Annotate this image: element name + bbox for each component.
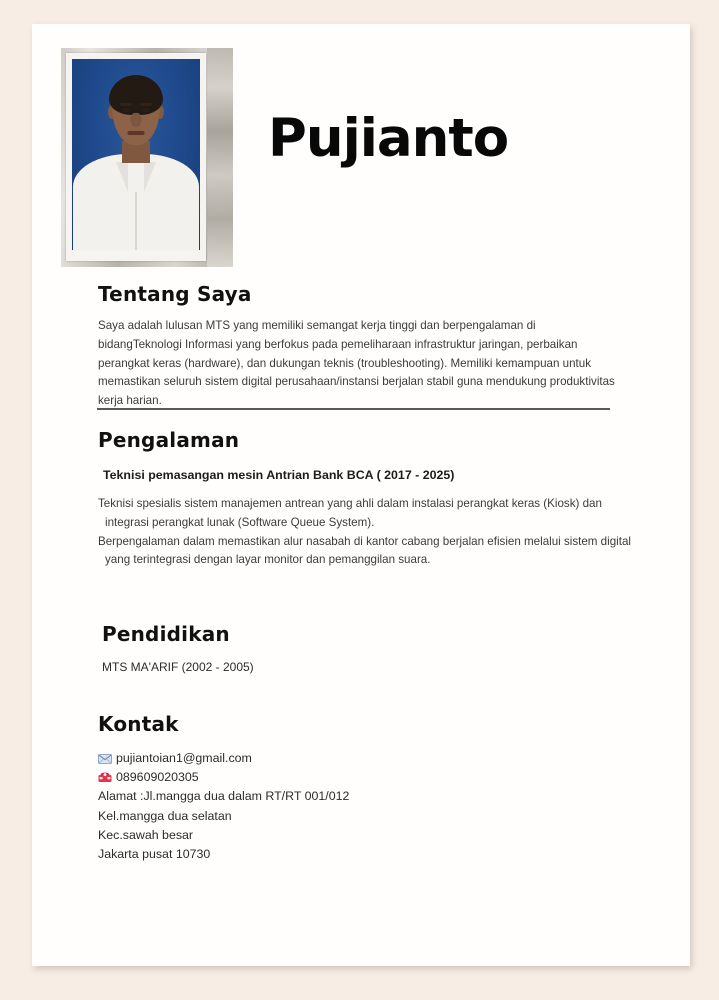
contact-list xyxy=(32,749,690,864)
contact-address-line: Kel.mangga dua selatan xyxy=(98,808,232,823)
experience-description xyxy=(98,495,638,570)
experience-line: Berpengalaman dalam memastikan alur nasabah di kantor cabang berjalan efisien melalui sistem digital xyxy=(98,534,631,548)
experience-job-title: Teknisi pemasangan mesin Antrian Bank BCA ( 2017 - 2025) xyxy=(103,468,455,482)
contact-item-phone xyxy=(98,768,690,787)
contact-item-address-city xyxy=(98,845,690,864)
photo-brow-right xyxy=(140,103,152,106)
about-paragraph: Saya adalah lulusan MTS yang memiliki semangat kerja tinggi dan berpengalaman di bidangTeknologi Informasi yang berfokus pada pemeliharaan infrastruktur jaringan, perbaikan perangkat keras (hardware), dan dukungan teknis (troubleshooting). Memiliki kemampuan untuk memastikan seluruh sistem digital perusahaan/instansi berjalan stabil guna mendukung produktivitas kerja harian. xyxy=(98,319,615,408)
photo-collar-right xyxy=(144,162,156,192)
telephone-icon xyxy=(98,772,114,783)
photo-brow-left xyxy=(120,103,132,106)
photo-eye-left xyxy=(122,108,131,112)
contact-address-line: Kec.sawah besar xyxy=(98,827,194,842)
section-about xyxy=(32,282,690,411)
profile-photo xyxy=(61,48,233,267)
section-experience xyxy=(32,428,690,570)
photo-white-border xyxy=(66,53,206,261)
section-contact xyxy=(32,712,690,864)
photo-texture-edge xyxy=(207,48,233,267)
resume-header xyxy=(32,24,690,276)
contact-item-email xyxy=(98,749,690,768)
section-heading-education: Pendidikan xyxy=(102,622,230,646)
photo-eye-right xyxy=(141,108,150,112)
photo-collar-left xyxy=(116,162,128,192)
contact-item-address-street xyxy=(98,787,690,806)
contact-item-address-kelurahan xyxy=(98,807,690,826)
candidate-name: Pujianto xyxy=(268,108,509,169)
section-heading-contact: Kontak xyxy=(98,712,179,736)
resume-page xyxy=(32,24,690,966)
contact-phone-text[interactable]: 089609020305 xyxy=(116,770,199,785)
contact-address-line: Jakarta pusat 10730 xyxy=(98,847,211,862)
experience-line: integrasi perangkat lunak (Software Queue System). xyxy=(105,515,375,529)
contact-address-line: Alamat :Jl.mangga dua dalam RT/RT 001/012 xyxy=(98,789,350,804)
section-education xyxy=(32,622,690,677)
photo-paper-edge xyxy=(61,48,233,267)
education-entry: MTS MA'ARIF (2002 - 2005) xyxy=(102,660,254,674)
section-divider xyxy=(97,408,610,410)
photo-mouth xyxy=(128,131,145,135)
section-heading-experience: Pengalaman xyxy=(98,428,240,452)
photo-shirt-placket xyxy=(135,192,137,250)
section-heading-about: Tentang Saya xyxy=(98,282,252,306)
experience-line: Teknisi spesialis sistem manajemen antrean yang ahli dalam instalasi perangkat keras (Kiosk) dan xyxy=(98,497,602,510)
envelope-icon xyxy=(98,753,114,764)
photo-image xyxy=(72,59,200,250)
contact-email-text[interactable]: pujiantoian1@gmail.com xyxy=(116,751,252,765)
contact-item-address-kecamatan xyxy=(98,826,690,845)
experience-line: yang terintegrasi dengan layar monitor dan pemanggilan suara. xyxy=(105,553,431,567)
photo-nose xyxy=(131,113,142,127)
